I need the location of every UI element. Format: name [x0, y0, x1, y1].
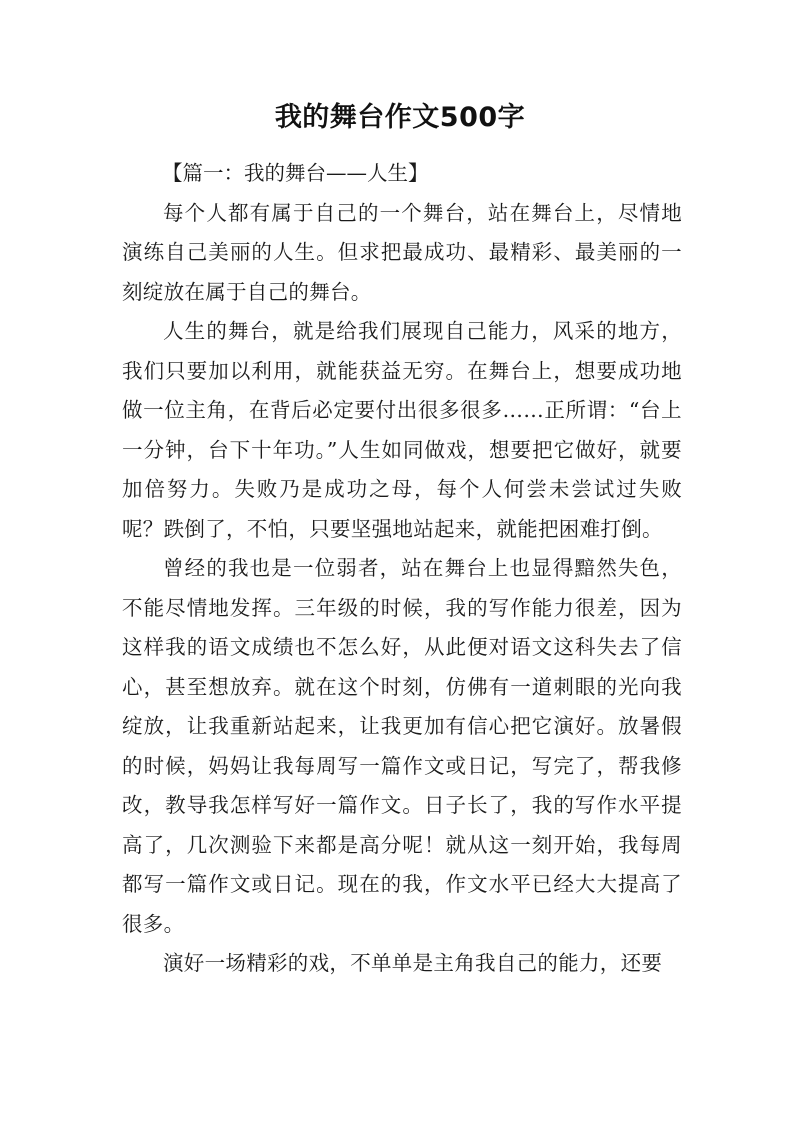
- document-body: [122, 154, 682, 984]
- document-title: 我的舞台作文500字: [274, 102, 526, 133]
- paragraph-3: 曾经的我也是一位弱者，站在舞台上也显得黯然失色，不能尽情地发挥。三年级的时候，我的写作能力很差，因为这样我的语文成绩也不怎么好，从此便对语文这科失去了信心，甚至想放弃。就在这个时刻，仿佛有一道刺眼的光向我绽放，让我重新站起来，让我更加有信心把它演好。放暑假的时候，妈妈让我每周写一篇作文或日记，写完了，帮我修改，教导我怎样写好一篇作文。日子长了，我的写作水平提高了，几次测验下来都是高分呢！就从这一刻开始，我每周都写一篇作文或日记。现在的我，作文水平已经大大提高了很多。: [122, 556, 682, 936]
- paragraph-1: 每个人都有属于自己的一个舞台，站在舞台上，尽情地演练自己美丽的人生。但求把最成功、最精彩、最美丽的一刻绽放在属于自己的舞台。: [122, 200, 682, 304]
- paragraph-2: 人生的舞台，就是给我们展现自己能力，风采的地方，我们只要加以利用，就能获益无穷。在舞台上，想要成功地做一位主角，在背后必定要付出很多很多……正所谓：“台上一分钟，台下十年功。”人生如同做戏，想要把它做好，就要加倍努力。失败乃是成功之母，每个人何尝未尝试过失败呢？跌倒了，不怕，只要坚强地站起来，就能把困难打倒。: [122, 319, 682, 541]
- paragraph-4: 演好一场精彩的戏，不单单是主角我自己的能力，还要: [163, 951, 663, 975]
- section-heading: 【篇一：我的舞台——人生】: [162, 161, 429, 185]
